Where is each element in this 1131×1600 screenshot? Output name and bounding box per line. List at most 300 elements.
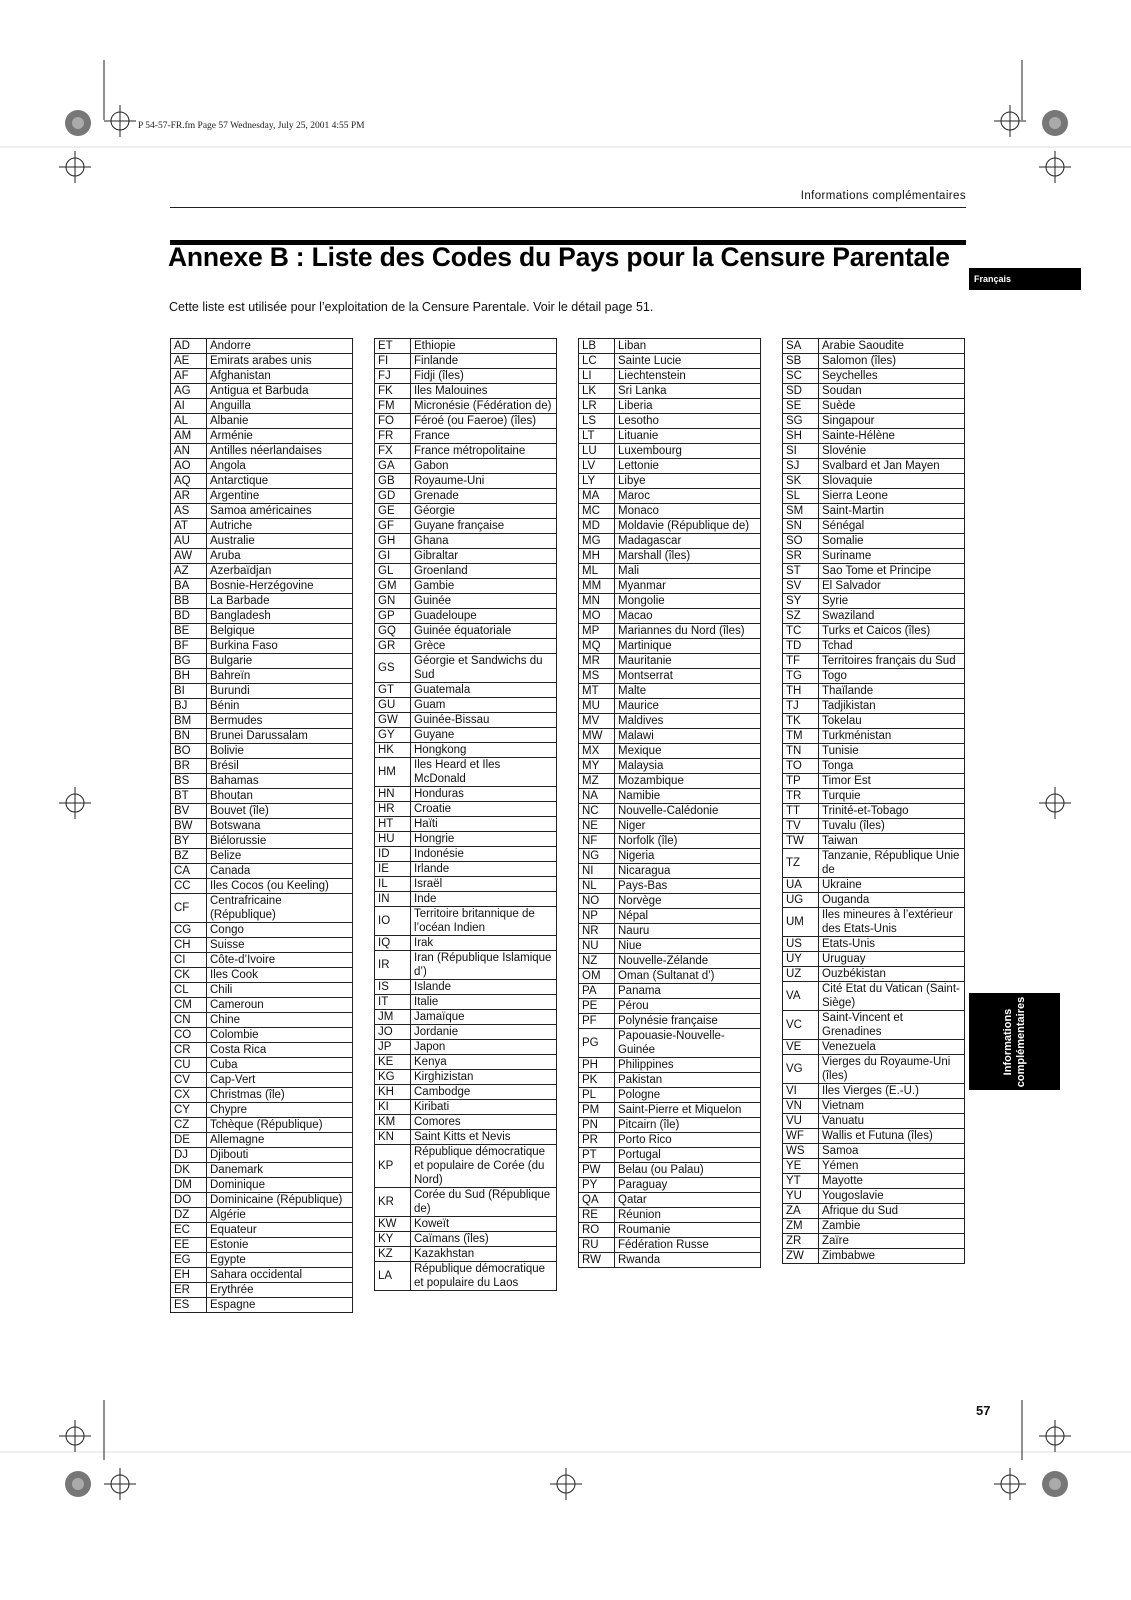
country-code: SD (783, 384, 819, 399)
country-code: AL (171, 414, 207, 429)
country-name: Guyane (411, 728, 557, 743)
country-code: NU (579, 939, 615, 954)
country-code: KY (375, 1232, 411, 1247)
table-row (579, 339, 761, 354)
country-name: Hongrie (411, 832, 557, 847)
country-name: Libye (615, 474, 761, 489)
country-name: Samoa (819, 1144, 965, 1159)
country-code: SH (783, 429, 819, 444)
table-row (375, 1070, 557, 1085)
country-name: Soudan (819, 384, 965, 399)
country-code: BF (171, 639, 207, 654)
country-code: SV (783, 579, 819, 594)
country-name: France (411, 429, 557, 444)
country-name: Cuba (207, 1058, 353, 1073)
country-name: Guinée (411, 594, 557, 609)
country-code: NF (579, 834, 615, 849)
country-name: Zambie (819, 1219, 965, 1234)
table-row (171, 1268, 353, 1283)
country-code: RO (579, 1223, 615, 1238)
table-row (783, 1234, 965, 1249)
table-row (171, 923, 353, 938)
page-title: Annexe B : Liste des Codes du Pays pour la Censure Parentale (168, 242, 950, 272)
country-name: Liban (615, 339, 761, 354)
country-name: Nigeria (615, 849, 761, 864)
country-code: KE (375, 1055, 411, 1070)
table-row (783, 519, 965, 534)
table-row (579, 579, 761, 594)
country-code: AS (171, 504, 207, 519)
country-code: OM (579, 969, 615, 984)
country-name: Antigua et Barbuda (207, 384, 353, 399)
country-code: SY (783, 594, 819, 609)
country-name: Namibie (615, 789, 761, 804)
side-tab-line-2: complémentaires (1014, 996, 1027, 1087)
country-name: Espagne (207, 1298, 353, 1313)
country-name: Hongkong (411, 743, 557, 758)
country-code: AW (171, 549, 207, 564)
table-row (579, 489, 761, 504)
table-row (579, 1014, 761, 1029)
table-row (579, 1133, 761, 1148)
table-row (783, 1159, 965, 1174)
country-name: Swaziland (819, 609, 965, 624)
country-name: Liberia (615, 399, 761, 414)
country-code: TW (783, 834, 819, 849)
table-row (783, 534, 965, 549)
table-row (375, 429, 557, 444)
country-name: Tanzanie, République Unie de (819, 849, 965, 878)
country-name: Kirghizistan (411, 1070, 557, 1085)
country-code: TO (783, 759, 819, 774)
country-name: Inde (411, 892, 557, 907)
table-row (375, 1100, 557, 1115)
country-code: ES (171, 1298, 207, 1313)
table-row (171, 444, 353, 459)
country-code: QA (579, 1193, 615, 1208)
country-name: Grèce (411, 639, 557, 654)
country-name: Svalbard et Jan Mayen (819, 459, 965, 474)
country-code: TJ (783, 699, 819, 714)
table-row (375, 1232, 557, 1247)
table-row (579, 684, 761, 699)
country-name: Gabon (411, 459, 557, 474)
table-row (579, 1118, 761, 1133)
country-name: Ouganda (819, 893, 965, 908)
table-row (579, 564, 761, 579)
country-name: Togo (819, 669, 965, 684)
table-row (579, 819, 761, 834)
country-code: GY (375, 728, 411, 743)
country-code: DM (171, 1178, 207, 1193)
country-name: Guinée équatoriale (411, 624, 557, 639)
country-name: Antarctique (207, 474, 353, 489)
table-row (171, 474, 353, 489)
country-name: Emirats arabes unis (207, 354, 353, 369)
table-row (579, 999, 761, 1014)
table-row (171, 414, 353, 429)
country-name: Jamaïque (411, 1010, 557, 1025)
country-code: IL (375, 877, 411, 892)
country-code: FO (375, 414, 411, 429)
country-code: LB (579, 339, 615, 354)
country-code: ID (375, 847, 411, 862)
country-name: Vierges du Royaume-Uni (îles) (819, 1055, 965, 1084)
intro-text: Cette liste est utilisée pour l’exploitation de la Censure Parentale. Voir le détail page 51. (169, 300, 654, 314)
crosshair-mark-bottom-left-2 (104, 1468, 136, 1500)
country-name: Venezuela (819, 1040, 965, 1055)
country-name: Vietnam (819, 1099, 965, 1114)
country-name: Rwanda (615, 1253, 761, 1268)
country-name: Guyane française (411, 519, 557, 534)
country-name: Portugal (615, 1148, 761, 1163)
table-row (171, 953, 353, 968)
country-code: KH (375, 1085, 411, 1100)
table-row (579, 1223, 761, 1238)
country-name: Equateur (207, 1223, 353, 1238)
country-code: KR (375, 1188, 411, 1217)
table-row (171, 819, 353, 834)
country-code: MA (579, 489, 615, 504)
table-row (375, 1025, 557, 1040)
country-name: Aruba (207, 549, 353, 564)
table-row (171, 429, 353, 444)
country-name: Indonésie (411, 847, 557, 862)
country-code: KG (375, 1070, 411, 1085)
table-row (783, 489, 965, 504)
table-row (783, 774, 965, 789)
country-code: VI (783, 1084, 819, 1099)
country-code: MR (579, 654, 615, 669)
table-row (375, 728, 557, 743)
country-code: MU (579, 699, 615, 714)
country-name: Micronésie (Fédération de) (411, 399, 557, 414)
country-name: Canada (207, 864, 353, 879)
country-name: Nauru (615, 924, 761, 939)
country-name: Gibraltar (411, 549, 557, 564)
country-name: Paraguay (615, 1178, 761, 1193)
country-name: Marshall (îles) (615, 549, 761, 564)
country-code: GQ (375, 624, 411, 639)
table-row (171, 1208, 353, 1223)
country-name: Anguilla (207, 399, 353, 414)
country-code: VN (783, 1099, 819, 1114)
crosshair-mark-bottom-center (550, 1468, 582, 1500)
table-row (783, 1084, 965, 1099)
country-name: Vanuatu (819, 1114, 965, 1129)
table-row (375, 564, 557, 579)
table-row (783, 564, 965, 579)
table-row (579, 864, 761, 879)
country-code: LR (579, 399, 615, 414)
country-name: Qatar (615, 1193, 761, 1208)
table-row (171, 684, 353, 699)
table-row (375, 995, 557, 1010)
country-code: FR (375, 429, 411, 444)
country-code: JM (375, 1010, 411, 1025)
table-row (375, 832, 557, 847)
country-code: BI (171, 684, 207, 699)
country-name: Sri Lanka (615, 384, 761, 399)
table-row (171, 549, 353, 564)
country-name: Etats-Unis (819, 937, 965, 952)
crosshair-mark-top-right-2 (1039, 151, 1071, 183)
country-name: Bhoutan (207, 789, 353, 804)
country-code: EG (171, 1253, 207, 1268)
country-code: SZ (783, 609, 819, 624)
country-code: GB (375, 474, 411, 489)
country-name: Ouzbékistan (819, 967, 965, 982)
country-name: Iles Heard et Iles McDonald (411, 758, 557, 787)
country-code: TN (783, 744, 819, 759)
country-name: Bulgarie (207, 654, 353, 669)
country-code: LS (579, 414, 615, 429)
country-code: KI (375, 1100, 411, 1115)
country-code: HK (375, 743, 411, 758)
table-row (783, 669, 965, 684)
country-name: Comores (411, 1115, 557, 1130)
country-name: Brunei Darussalam (207, 729, 353, 744)
table-row (783, 834, 965, 849)
country-code: BR (171, 759, 207, 774)
table-row (579, 744, 761, 759)
country-code: AZ (171, 564, 207, 579)
crosshair-mark-top-left-2 (59, 151, 91, 183)
country-code: FI (375, 354, 411, 369)
country-name: Guadeloupe (411, 609, 557, 624)
country-name: Nouvelle-Zélande (615, 954, 761, 969)
country-code: SR (783, 549, 819, 564)
table-row (783, 699, 965, 714)
country-code: CL (171, 983, 207, 998)
country-name: Kazakhstan (411, 1247, 557, 1262)
country-code: NL (579, 879, 615, 894)
table-row (375, 384, 557, 399)
country-code: BG (171, 654, 207, 669)
country-code: KZ (375, 1247, 411, 1262)
country-code: WS (783, 1144, 819, 1159)
country-code: BS (171, 774, 207, 789)
table-row (171, 1028, 353, 1043)
country-code: MH (579, 549, 615, 564)
table-row (171, 879, 353, 894)
country-code: YT (783, 1174, 819, 1189)
crosshair-mark-bottom-right-2 (1039, 1420, 1071, 1452)
table-row (579, 699, 761, 714)
table-row (375, 713, 557, 728)
country-code: LT (579, 429, 615, 444)
country-code: CH (171, 938, 207, 953)
table-row (171, 354, 353, 369)
country-name: Lituanie (615, 429, 761, 444)
table-row (375, 1055, 557, 1070)
table-row (375, 354, 557, 369)
table-row (783, 339, 965, 354)
table-row (783, 414, 965, 429)
country-code: SK (783, 474, 819, 489)
country-code: BD (171, 609, 207, 624)
country-name: Chine (207, 1013, 353, 1028)
country-name: Irak (411, 936, 557, 951)
table-row (375, 339, 557, 354)
country-name: Suisse (207, 938, 353, 953)
table-row (171, 744, 353, 759)
country-code: SC (783, 369, 819, 384)
country-code: SG (783, 414, 819, 429)
country-name: Jordanie (411, 1025, 557, 1040)
country-name: Timor Est (819, 774, 965, 789)
country-name: Iles Cocos (ou Keeling) (207, 879, 353, 894)
country-code: DJ (171, 1148, 207, 1163)
country-name: Mongolie (615, 594, 761, 609)
table-row (375, 980, 557, 995)
table-row (375, 743, 557, 758)
table-row (579, 639, 761, 654)
table-row (783, 967, 965, 982)
table-row (783, 594, 965, 609)
country-code: MN (579, 594, 615, 609)
table-row (375, 698, 557, 713)
country-name: Malawi (615, 729, 761, 744)
country-code-table-2 (374, 338, 557, 1291)
table-row (579, 1058, 761, 1073)
table-row (171, 1298, 353, 1313)
country-name: Niger (615, 819, 761, 834)
country-name: Mexique (615, 744, 761, 759)
country-code: HR (375, 802, 411, 817)
country-name: Saint-Vincent et Grenadines (819, 1011, 965, 1040)
country-name: Burkina Faso (207, 639, 353, 654)
country-code: LK (579, 384, 615, 399)
country-code: SB (783, 354, 819, 369)
country-name: Bolivie (207, 744, 353, 759)
table-row (783, 1114, 965, 1129)
table-row (375, 1010, 557, 1025)
country-code: LY (579, 474, 615, 489)
country-code: VC (783, 1011, 819, 1040)
table-row (375, 594, 557, 609)
country-code: SA (783, 339, 819, 354)
table-row (375, 1188, 557, 1217)
country-name: Angola (207, 459, 353, 474)
country-name: Kiribati (411, 1100, 557, 1115)
table-row (579, 1208, 761, 1223)
table-row (171, 983, 353, 998)
country-name: Belau (ou Palau) (615, 1163, 761, 1178)
country-code: KP (375, 1145, 411, 1188)
table-row (579, 534, 761, 549)
table-row (579, 1088, 761, 1103)
country-code: TP (783, 774, 819, 789)
country-code: HT (375, 817, 411, 832)
table-row (171, 789, 353, 804)
country-name: Myanmar (615, 579, 761, 594)
table-row (375, 369, 557, 384)
country-name: Nicaragua (615, 864, 761, 879)
country-name: Islande (411, 980, 557, 995)
table-row (375, 1247, 557, 1262)
table-row (171, 459, 353, 474)
country-code: BH (171, 669, 207, 684)
country-code: KN (375, 1130, 411, 1145)
country-code: CN (171, 1013, 207, 1028)
country-name: France métropolitaine (411, 444, 557, 459)
table-row (171, 654, 353, 669)
country-name: Allemagne (207, 1133, 353, 1148)
country-name: Biélorussie (207, 834, 353, 849)
country-name: Fidji (îles) (411, 369, 557, 384)
country-name: Turquie (819, 789, 965, 804)
country-code: AG (171, 384, 207, 399)
country-code: DK (171, 1163, 207, 1178)
section-header: Informations complémentaires (800, 190, 966, 202)
country-code: RU (579, 1238, 615, 1253)
country-name: Botswana (207, 819, 353, 834)
country-code: NA (579, 789, 615, 804)
country-code: SE (783, 399, 819, 414)
table-row (783, 459, 965, 474)
country-code: UM (783, 908, 819, 937)
country-code: NC (579, 804, 615, 819)
country-name: Monaco (615, 504, 761, 519)
country-code: GD (375, 489, 411, 504)
country-name: Haïti (411, 817, 557, 832)
table-row (375, 1217, 557, 1232)
table-row (375, 654, 557, 683)
country-name: Israël (411, 877, 557, 892)
country-code: CG (171, 923, 207, 938)
crosshair-mark-right-middle (1039, 787, 1071, 819)
country-name: Finlande (411, 354, 557, 369)
country-name: Turks et Caicos (îles) (819, 624, 965, 639)
table-row (375, 624, 557, 639)
country-name: Porto Rico (615, 1133, 761, 1148)
table-row (579, 1148, 761, 1163)
country-name: Estonie (207, 1238, 353, 1253)
table-row (375, 609, 557, 624)
country-name: Mozambique (615, 774, 761, 789)
country-code: GF (375, 519, 411, 534)
country-name: Zaïre (819, 1234, 965, 1249)
country-name: Thaïlande (819, 684, 965, 699)
country-name: Colombie (207, 1028, 353, 1043)
table-row (783, 1011, 965, 1040)
table-row (783, 1144, 965, 1159)
country-code: CO (171, 1028, 207, 1043)
country-code: EE (171, 1238, 207, 1253)
country-name: Pakistan (615, 1073, 761, 1088)
country-name: Suriname (819, 549, 965, 564)
table-row (171, 804, 353, 819)
country-name: Mali (615, 564, 761, 579)
country-name: Costa Rica (207, 1043, 353, 1058)
country-name: Australie (207, 534, 353, 549)
table-row (171, 759, 353, 774)
country-name: Antilles néerlandaises (207, 444, 353, 459)
table-row (579, 1103, 761, 1118)
country-code: NG (579, 849, 615, 864)
country-code: TV (783, 819, 819, 834)
table-row (579, 759, 761, 774)
country-code: GW (375, 713, 411, 728)
country-code: YU (783, 1189, 819, 1204)
country-code: US (783, 937, 819, 952)
country-code: GU (375, 698, 411, 713)
country-name: Macao (615, 609, 761, 624)
table-row (171, 834, 353, 849)
country-code: AD (171, 339, 207, 354)
country-code: BJ (171, 699, 207, 714)
